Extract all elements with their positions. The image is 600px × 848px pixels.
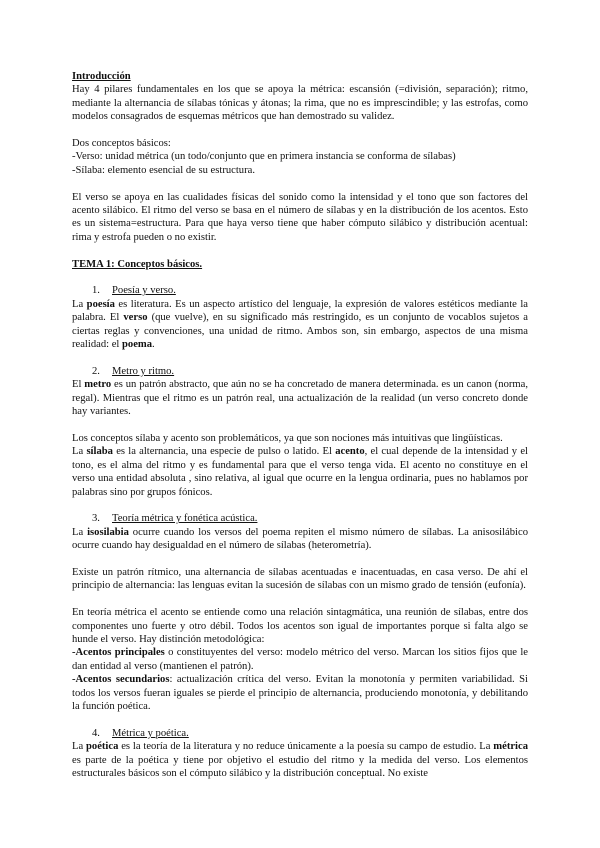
acentos-principales: -Acentos principales o constituyentes del verso: modelo métrico del verso. Marcan los sitios fijos que le dan entidad al verso (mantienen el patrón). [72,647,528,672]
intro-paragraph-1: Hay 4 pilares fundamentales en los que se apoya la métrica: escansión (=división, separación); ritmo, mediante la alternancia de sílabas tónicas y átonas; la rima, que no es imprescindible; y las estrofas, como modelos consagrados de esquemas métricos que han demostrado su validez. [72,84,528,123]
section-1-paragraph: La poesía es literatura. Es un aspecto artístico del lenguaje, la expresión de valores estéticos mediante la palabra. El verso (que vuelve), en su significado más restringido, es un conjunto de vocablos sujetos a ciertas reglas y convenciones, una unidad de ritmo. Ambos son, sin embargo, aspectos de una misma realidad: el poema. [72,298,529,351]
intro-heading: Introducción [72,71,131,82]
section-2-paragraph-3: La sílaba es la alternancia, una especie de pulso o latido. El acento, el cual depende de la intensidad y el tono, es el alma del ritmo y es fundamental para que el verso tenga vida. El acento no constituye en el verso una entidad absoluta , sino relativa, al igual que ocurre en la lengua ordinaria, pues no hablamos por palabras sino por grupos fónicos. [72,446,528,498]
acentos-secundarios: -Acentos secundarios: actualización crítica del verso. Evitan la monotonía y permiten variabilidad. Si todos los versos fueran iguales se pierde el principio de alternancia, produciendo monotonía, y debilitando la función poética. [72,674,528,712]
section-4-paragraph: La poética es la teoría de la literatura y no reduce únicamente a la poesía su campo de estudio. La métrica es parte de la poética y tiene por objetivo el estudio del ritmo y la medida del verso. Los elementos estructurales básicos son el cómputo silábico y la distribución conceptual. No existe [72,741,528,779]
section-1-label: Poesía y verso. [112,285,176,297]
concept-silaba: -Sílaba: elemento esencial de su estructura. [72,164,255,176]
section-4-number: 4. [92,727,100,739]
intro-paragraph-3: El verso se apoya en las cualidades físicas del sonido como la intensidad y el tono que son factores del acento silábico. El ritmo del verso se basa en el número de sílabas y en la distribución de los acentos. Esto es un sistema=estructura. Para que haya verso tiene que haber cómputo silábico y distribución acentual: rima y estrofa pueden o no existir. [72,191,528,243]
section-1-number: 1. [92,285,100,297]
tema-heading: TEMA 1: Conceptos básicos. [72,258,203,270]
section-3-paragraph-2: Existe un patrón rítmico, una alternancia de sílabas acentuadas e inacentuadas, en casa verso. De ahí el principio de alternancia: las lenguas evitan la sucesión de sílabas con un mismo grado de tensión (eufonía). [72,566,528,592]
section-3-label: Teoría métrica y fonética acústica. [112,513,258,525]
section-3-title [72,512,528,525]
section-2-paragraph-1: El metro es un patrón abstracto, que aún no se ha concretado de manera determinada. es un canon (norma, regal). Mientras que el ritmo es un patrón real, una actualización de la realidad (un verso concreto donde hay variantes. [72,379,528,418]
concept-verso: -Verso: unidad métrica (un todo/conjunto que en primera instancia se conforma de sílabas) [72,151,456,163]
section-3-paragraph-3: En teoría métrica el acento se entiende como una relación sintagmática, una reunión de sílabas, entre dos componentes uno fuerte y otro débil. Todos los acentos son igual de importantes porque si falta algo se hunde el verso. Hay distinción metodológica: [72,607,528,645]
section-2-label: Metro y ritmo. [112,365,175,377]
section-2-paragraph-2: Los conceptos sílaba y acento son problemáticos, ya que son nociones más intuitivas que lingüísticas. [72,432,503,444]
concepts-title: Dos conceptos básicos: [72,138,171,150]
section-3-paragraph-1: La isosilabia ocurre cuando los versos del poema repiten el mismo número de sílabas. La anisosilábico ocurre cuando hay desigualdad en el número de sílabas (heterometría). [72,526,528,552]
section-4-title [72,727,528,740]
section-2-title [72,365,528,378]
section-3-number: 3. [92,513,100,525]
section-2-number: 2. [92,365,100,377]
document-page [72,70,528,780]
section-1-title [72,284,528,297]
section-4-label: Métrica y poética. [112,727,189,739]
